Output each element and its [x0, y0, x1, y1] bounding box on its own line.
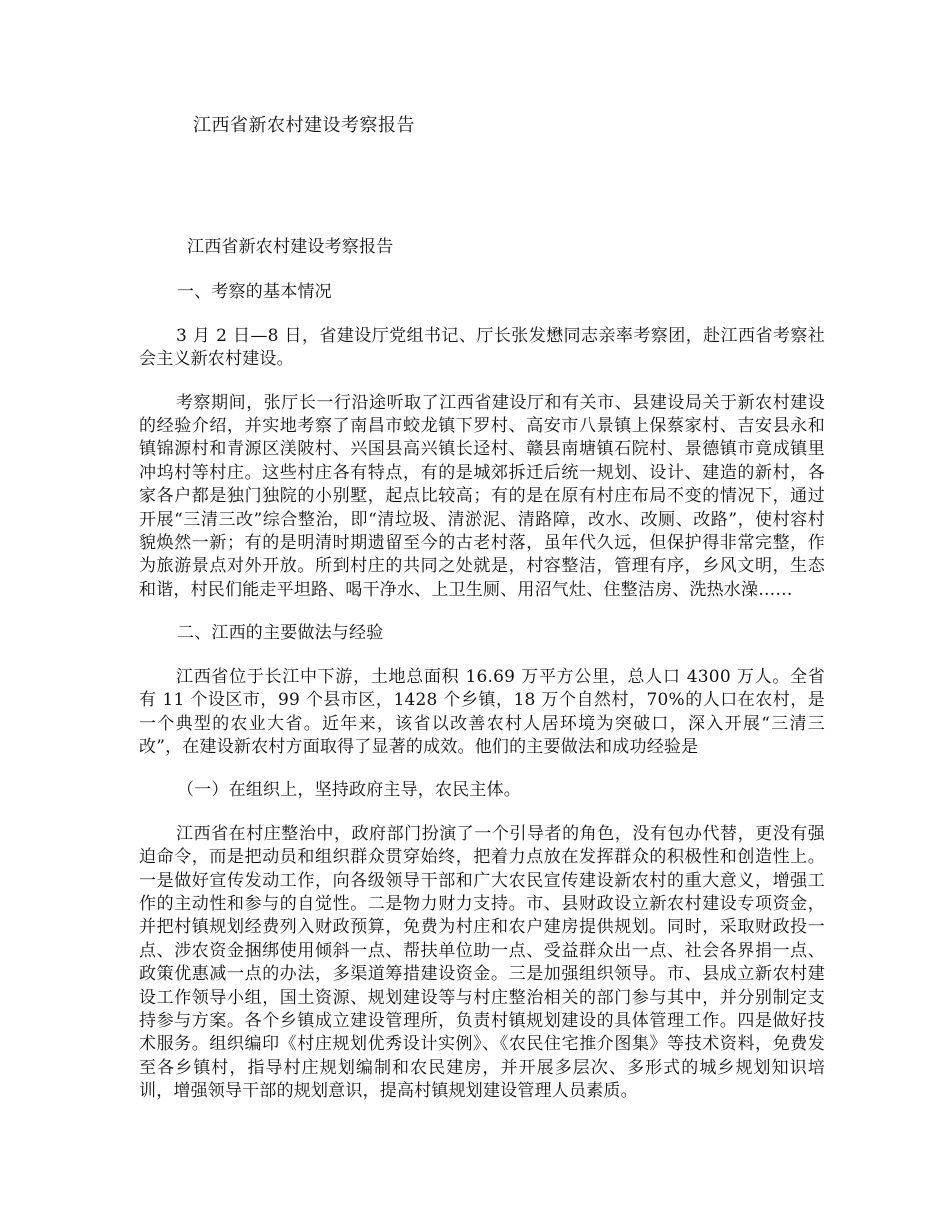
paragraph-2: 考察期间，张厅长一行沿途听取了江西省建设厅和有关市、县建设局关于新农村建设的经验介绍，并实地考察了南昌市蛟龙镇下罗村、高安市八景镇上保蔡家村、吉安县永和镇锦源村和青源区渼陂村、兴国县高兴镇长迳村、赣县南塘镇石院村、景德镇市竟成镇里冲坞村等村庄。这些村庄各有特点，有的是城郊拆迁后统一规划、设计、建造的新村，各家各户都是独门独院的小别墅，起点比较高；有的是在原有村庄布局不变的情况下，通过开展“三清三改”综合整治，即“清垃圾、清淤泥、清路障，改水、改厕、改路”，使村容村貌焕然一新；有的是明清时期遗留至今的古老村落，虽年代久远，但保护得非常完整，作为旅游景点对外开放。所到村庄的共同之处就是，村容整洁，管理有序，乡风文明，生态和谐，村民们能走平坦路、喝干净水、上卫生厕、用沼气灶、住整洁房、洗热水澡……	[139, 392, 825, 600]
section-2-heading: 二、江西的主要做法与经验	[177, 623, 384, 644]
subsection-1-heading: （一）在组织上，坚持政府主导，农民主体。	[177, 780, 521, 801]
paragraph-3: 江西省位于长江中下游，土地总面积 16.69 万平方公里，总人口 4300 万人。全省有 11 个设区市，99 个县市区，1428 个乡镇，18 万个自然村，70%的人口在农村，是一个典型的农业大省。近年来，该省以改善农村人居环境为突破口，深入开展“三清三改”，在建设新农村方面取得了显著的成效。他们的主要做法和成功经验是	[139, 666, 825, 757]
header-title: 江西省新农村建设考察报告	[193, 115, 415, 136]
paragraph-4: 江西省在村庄整治中，政府部门扮演了一个引导者的角色，没有包办代替，更没有强迫命令，而是把动员和组织群众贯穿始终，把着力点放在发挥群众的积极性和创造性上。一是做好宣传发动工作，向各级领导干部和广大农民宣传建设新农村的重大意义，增强工作的主动性和参与的自觉性。二是物力财力支持。市、县财政设立新农村建设专项资金，并把村镇规划经费列入财政预算，免费为村庄和农户建房提供规划。同时，采取财政投一点、涉农资金捆绑使用倾斜一点、帮扶单位助一点、受益群众出一点、社会各界捐一点、政策优惠减一点的办法，多渠道筹措建设资金。三是加强组织领导。市、县成立新农村建设工作领导小组，国土资源、规划建设等与村庄整治相关的部门参与其中，并分别制定支持参与方案。各个乡镇成立建设管理所，负责村镇规划建设的具体管理工作。四是做好技术服务。组织编印《村庄规划优秀设计实例》、《农民住宅推介图集》等技术资料，免费发至各乡镇村，指导村庄规划编制和农民建房，并开展多层次、多形式的城乡规划知识培训，增强领导干部的规划意识，提高村镇规划建设管理人员素质。	[139, 823, 825, 1102]
document-body	[139, 236, 825, 1124]
paragraph-1: 3 月 2 日—8 日，省建设厅党组书记、厅长张发懋同志亲率考察团，赴江西省考察社会主义新农村建设。	[139, 325, 825, 370]
document-title: 江西省新农村建设考察报告	[187, 237, 394, 257]
section-1-heading: 一、考察的基本情况	[177, 282, 332, 303]
